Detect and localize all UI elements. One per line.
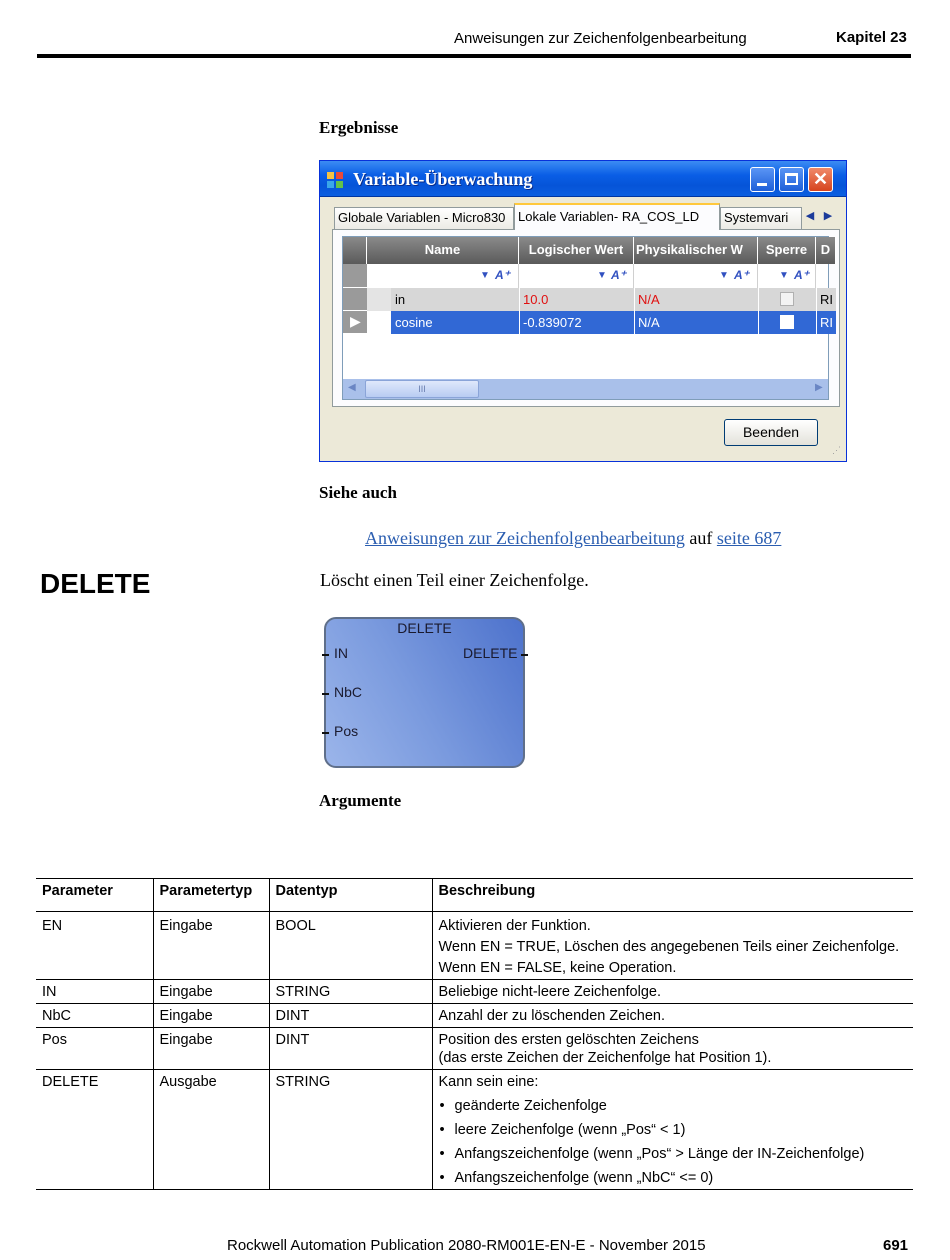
chapter-number: Kapitel 23 xyxy=(836,29,907,46)
filter-icon[interactable]: A⁺ xyxy=(794,268,809,282)
cell-physical-value[interactable]: N/A xyxy=(634,311,758,334)
row-indent xyxy=(367,311,391,334)
cell-logical-value[interactable]: -0.839072 xyxy=(519,311,634,334)
description-line: (das erste Zeichen der Zeichenfolge hat Position 1). xyxy=(438,1050,772,1066)
filter-name[interactable] xyxy=(367,264,519,288)
maximize-button[interactable] xyxy=(779,167,804,192)
filter-dropdown-icon[interactable]: ▼ xyxy=(597,270,607,281)
row-header[interactable] xyxy=(343,311,367,334)
minimize-icon xyxy=(757,183,767,186)
table-row xyxy=(36,912,913,980)
app-icon xyxy=(327,172,343,188)
see-also-page-link[interactable]: seite 687 xyxy=(716,528,782,548)
cell-parameter-type: Eingabe xyxy=(153,912,269,980)
cell-parameter-type: Ausgabe xyxy=(153,1070,269,1190)
tab-system-variables[interactable]: Systemvari xyxy=(720,207,802,229)
block-title: DELETE xyxy=(397,620,452,636)
column-header-lock[interactable]: Sperre xyxy=(758,237,816,264)
description-bullet-list xyxy=(439,1097,908,1187)
window-title: Variable-Überwachung xyxy=(353,169,533,189)
table-row xyxy=(36,1028,913,1070)
minimize-button[interactable] xyxy=(750,167,775,192)
filter-physical[interactable] xyxy=(634,264,758,288)
tab-strip xyxy=(332,203,840,229)
see-also-line xyxy=(365,528,781,549)
maximize-icon xyxy=(785,173,798,185)
current-row-icon: ▶ xyxy=(350,313,361,329)
close-button[interactable]: Beenden xyxy=(724,419,818,446)
window-titlebar[interactable] xyxy=(320,161,846,197)
filter-dropdown-icon[interactable]: ▼ xyxy=(779,270,789,281)
see-also-heading: Siehe auch xyxy=(319,483,397,502)
column-header-physical-value[interactable]: Physikalischer W xyxy=(634,237,758,264)
close-window-button[interactable] xyxy=(808,167,833,192)
filter-lock[interactable] xyxy=(758,264,816,288)
cell-name[interactable]: cosine xyxy=(391,311,519,334)
column-header: Datentyp xyxy=(269,879,432,912)
input-pin xyxy=(322,654,329,656)
resize-grip-icon[interactable]: ⋰ xyxy=(832,445,841,455)
description-line: Position des ersten gelöschten Zeichens xyxy=(438,1032,699,1048)
see-also-connector: auf xyxy=(684,528,717,548)
filter-logical[interactable] xyxy=(519,264,634,288)
description-line: Kann sein eine: xyxy=(438,1074,539,1090)
description-line: Wenn EN = TRUE, Löschen des angegebenen Teils einer Zeichenfolge. xyxy=(438,939,900,955)
input-label: NbC xyxy=(334,684,363,700)
instruction-description: Löscht einen Teil einer Zeichenfolge. xyxy=(320,570,589,590)
variable-monitor-window xyxy=(319,160,847,462)
variable-grid xyxy=(342,236,833,400)
footer-publication: Rockwell Automation Publication 2080-RM001E-EN-E - November 2015 xyxy=(227,1237,706,1254)
scroll-thumb[interactable]: III xyxy=(365,380,479,398)
output-label: DELETE xyxy=(463,645,518,661)
cell-data-type: STRING xyxy=(269,1070,432,1190)
table-row xyxy=(36,1070,913,1190)
arguments-table xyxy=(36,878,913,1190)
filter-icon[interactable]: A⁺ xyxy=(495,268,510,282)
cell-lock xyxy=(758,311,816,334)
chapter-title: Anweisungen zur Zeichenfolgenbearbeitung xyxy=(454,30,747,47)
cell-name[interactable]: in xyxy=(391,288,519,311)
cell-extra: RI xyxy=(816,288,836,311)
cell-parameter: Pos xyxy=(36,1028,153,1070)
input-pin xyxy=(322,732,329,734)
header-rule xyxy=(37,54,911,58)
description-line: Wenn EN = FALSE, keine Operation. xyxy=(438,960,677,976)
page-number: 691 xyxy=(883,1237,909,1254)
cell-physical-value[interactable]: N/A xyxy=(634,288,758,311)
input-pin xyxy=(322,693,329,695)
row-header[interactable] xyxy=(343,288,367,311)
bullet-item: • Anfangszeichenfolge (wenn „Pos“ > Länge der IN-Zeichenfolge) xyxy=(439,1145,908,1163)
input-label: IN xyxy=(334,645,348,661)
tab-scroll-left-icon[interactable]: ◀ xyxy=(805,210,815,222)
column-header-name[interactable]: Name xyxy=(367,237,519,264)
close-icon: ✕ xyxy=(812,169,829,189)
tab-panel xyxy=(332,229,840,407)
scroll-right-icon[interactable]: ▶ xyxy=(815,382,823,393)
cell-data-type: DINT xyxy=(269,1028,432,1070)
scroll-left-icon[interactable]: ◀ xyxy=(348,382,356,393)
row-indent xyxy=(367,288,391,311)
function-block-diagram xyxy=(324,617,525,768)
cell-description xyxy=(432,1028,913,1070)
filter-icon[interactable]: A⁺ xyxy=(734,268,749,282)
column-header: Parameter xyxy=(36,879,153,912)
cell-description: Beliebige nicht-leere Zeichenfolge. xyxy=(432,980,913,1004)
cell-parameter: DELETE xyxy=(36,1070,153,1190)
corner-header xyxy=(343,237,367,264)
lock-checkbox[interactable] xyxy=(780,315,794,329)
cell-description xyxy=(432,912,913,980)
see-also-link[interactable]: Anweisungen zur Zeichenfolgenbearbeitung xyxy=(365,528,685,548)
column-header: Beschreibung xyxy=(432,879,913,912)
filter-icon[interactable]: A⁺ xyxy=(611,268,626,282)
cell-data-type: DINT xyxy=(269,1004,432,1028)
column-header-logical-value[interactable]: Logischer Wert xyxy=(519,237,634,264)
filter-row-header xyxy=(343,264,367,288)
cell-parameter: NbC xyxy=(36,1004,153,1028)
arguments-heading: Argumente xyxy=(319,791,402,810)
tab-global-variables[interactable]: Globale Variablen - Micro830 xyxy=(334,207,514,229)
description-line: Aktivieren der Funktion. xyxy=(438,918,591,934)
instruction-heading: DELETE xyxy=(40,568,151,599)
cell-parameter: IN xyxy=(36,980,153,1004)
cell-data-type: STRING xyxy=(269,980,432,1004)
cell-parameter-type: Eingabe xyxy=(153,980,269,1004)
column-header-extra[interactable]: D xyxy=(816,237,836,264)
lock-checkbox[interactable] xyxy=(780,292,794,306)
cell-extra: RI xyxy=(816,311,836,334)
results-heading: Ergebnisse xyxy=(319,118,399,137)
cell-logical-value[interactable]: 10.0 xyxy=(519,288,634,311)
filter-dropdown-icon[interactable]: ▼ xyxy=(719,270,729,281)
table-row xyxy=(36,1004,913,1028)
input-label: Pos xyxy=(334,723,359,739)
bullet-item: • leere Zeichenfolge (wenn „Pos“ < 1) xyxy=(439,1121,908,1139)
cell-parameter: EN xyxy=(36,912,153,980)
tab-local-variables[interactable]: Lokale Variablen- RA_COS_LD xyxy=(514,203,720,230)
column-header: Parametertyp xyxy=(153,879,269,912)
bullet-item: • Anfangszeichenfolge (wenn „NbC“ <= 0) xyxy=(439,1169,908,1187)
cell-description xyxy=(432,1070,913,1190)
tab-scroll-right-icon[interactable]: ▶ xyxy=(823,210,833,222)
bullet-item: • geänderte Zeichenfolge xyxy=(439,1097,908,1115)
cell-parameter-type: Eingabe xyxy=(153,1028,269,1070)
filter-dropdown-icon[interactable]: ▼ xyxy=(480,270,490,281)
cell-parameter-type: Eingabe xyxy=(153,1004,269,1028)
output-pin xyxy=(521,654,528,656)
horizontal-scrollbar[interactable] xyxy=(343,379,828,399)
table-header-row xyxy=(36,879,913,912)
table-row xyxy=(36,980,913,1004)
cell-lock xyxy=(758,288,816,311)
cell-description: Anzahl der zu löschenden Zeichen. xyxy=(432,1004,913,1028)
cell-data-type: BOOL xyxy=(269,912,432,980)
